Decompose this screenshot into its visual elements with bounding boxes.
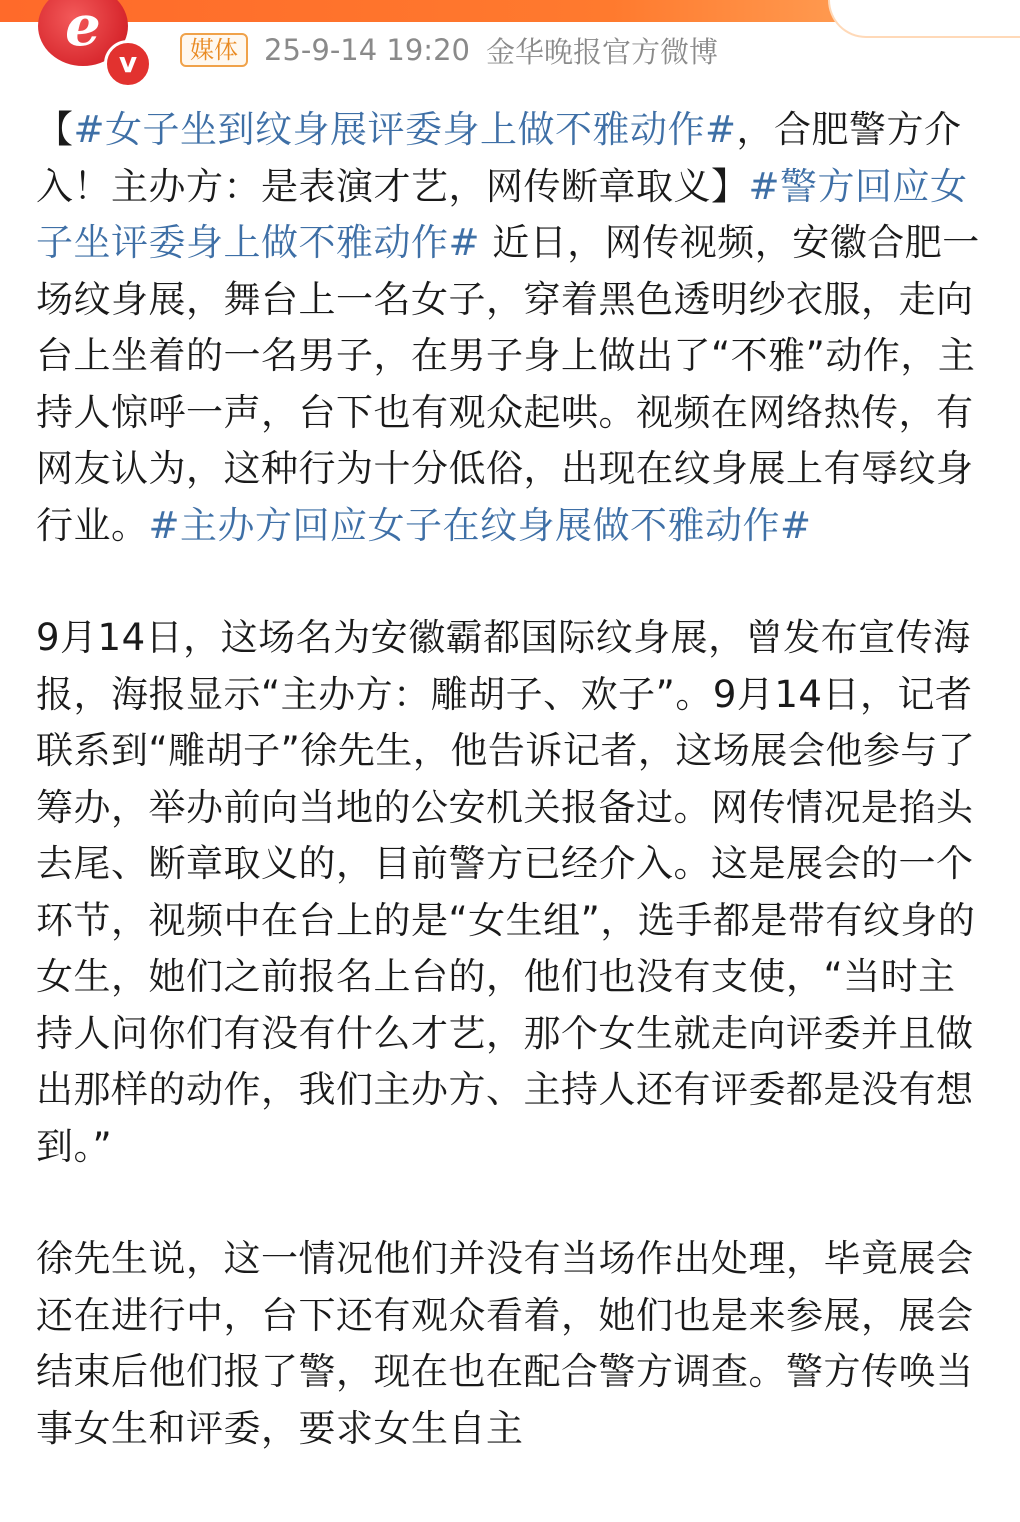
post-body (36, 102, 991, 1457)
hashtag-link[interactable]: #女子坐到纹身展评委身上做不雅动作# (73, 108, 737, 151)
paragraph-text: ，合肥警方介入！主办方：是表演才艺，网传断章取义】 (36, 108, 962, 208)
bracket-open: 【 (36, 108, 74, 151)
media-badge: 媒体 (180, 33, 248, 67)
paragraph-text: 近日，网传视频，安徽合肥一场纹身展，舞台上一名女子，穿着黑色透明纱衣服，走向台上坐着的一名男子，在男子身上做出了“不雅”动作，主持人惊呼一声，台下也有观众起哄。视频在网络热传，有网友认为，这种行为十分低俗，出现在纹身展上有辱纹身行业。 (36, 221, 980, 547)
paragraph-3: 徐先生说，这一情况他们并没有当场作出处理，毕竟展会还在进行中，台下还有观众看着，她们也是来参展，展会结束后他们报了警，现在也在配合警方调查。警方传唤当事女生和评委，要求女生自主 (36, 1237, 974, 1450)
paragraph-spacer (36, 1175, 991, 1231)
post-header (0, 0, 1020, 90)
paragraph-1 (36, 102, 991, 554)
hashtag-link[interactable]: #主办方回应女子在纹身展做不雅动作# (148, 503, 812, 547)
post-meta (180, 30, 718, 70)
verified-icon: v (104, 40, 152, 88)
paragraph-spacer (36, 554, 991, 610)
paragraph-2: 9月14日，这场名为安徽霸都国际纹身展，曾发布宣传海报，海报显示“主办方：雕胡子、欢子”。9月14日，记者联系到“雕胡子”徐先生，他告诉记者，这场展会他参与了筹办，举办前向当地的公安机关报备过。网传情况是掐头去尾、断章取义的，目前警方已经介入。这是展会的一个环节，视频中在台上的是“女生组”，选手都是带有纹身的女生，她们之前报名上台的，他们也没有支使，“当时主持人问你们有没有什么才艺，那个女生就走向评委并且做出那样的动作，我们主办方、主持人还有评委都是没有想到。” (36, 616, 976, 1168)
post-timestamp: 25-9-14 19:20 (264, 33, 470, 67)
post-source[interactable]: 金华晚报官方微博 (485, 34, 718, 69)
hashtag-link[interactable]: #警方回应女子坐评委身上做不雅动作# (36, 164, 968, 264)
avatar[interactable]: e (38, 0, 128, 66)
